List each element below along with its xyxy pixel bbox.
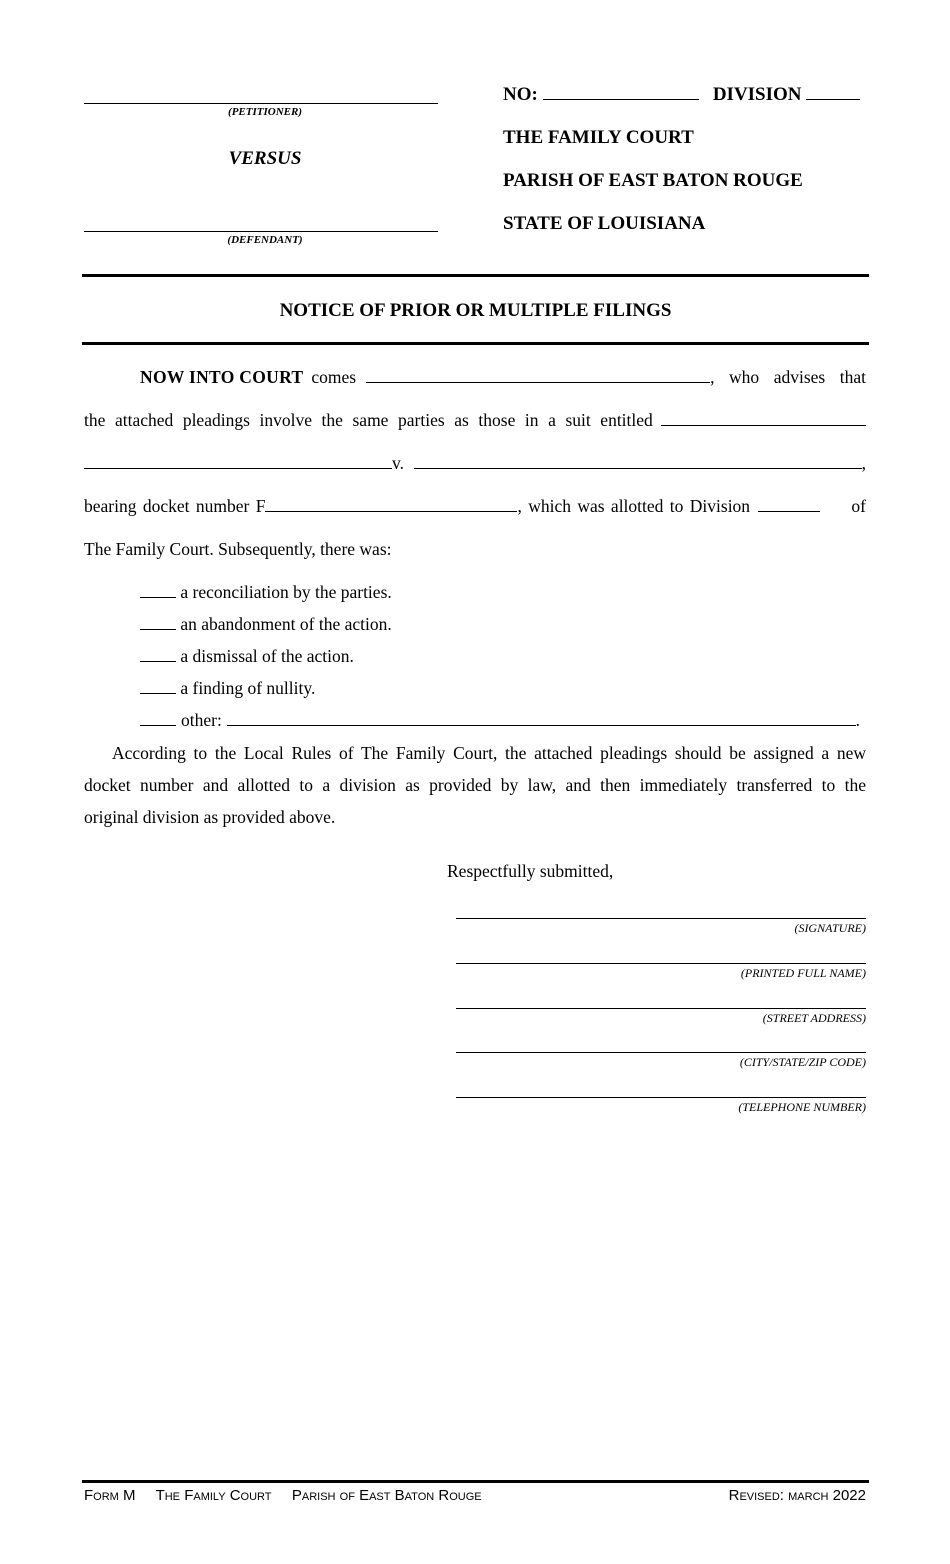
- option-label: an abandonment of the action.: [180, 614, 392, 634]
- option-abandonment[interactable]: [140, 614, 392, 635]
- footer-court: The Family Court: [155, 1487, 272, 1504]
- closing-line-1: According to the Local Rules of The Family Court, the attached pleadings should be assigned a new: [112, 743, 866, 763]
- city-state-zip-label: CITY/STATE/ZIP CODE: [743, 1055, 862, 1069]
- printed-name-caption: (PRINTED FULL NAME): [740, 966, 866, 980]
- body-line-2: [84, 410, 866, 431]
- printed-name-label: PRINTED FULL NAME: [744, 966, 862, 980]
- body-line-3: [84, 453, 866, 474]
- signature-line[interactable]: [456, 918, 866, 919]
- who-advises-text: , who advises that: [710, 367, 866, 387]
- option-reconciliation[interactable]: [140, 582, 392, 603]
- street-address-line[interactable]: [456, 1008, 866, 1009]
- no-label: NO:: [503, 84, 538, 105]
- court-parish: PARISH OF EAST BATON ROUGE: [503, 170, 803, 191]
- petitioner-label: PETITIONER: [231, 106, 299, 118]
- respectfully-submitted: Respectfully submitted,: [447, 861, 614, 881]
- defendant-line[interactable]: [84, 231, 438, 232]
- title-rule-top: [82, 274, 869, 277]
- other-period: .: [855, 710, 860, 730]
- telephone-caption: (TELEPHONE NUMBER): [738, 1100, 866, 1114]
- versus-label: VERSUS: [228, 148, 302, 169]
- signature-label: SIGNATURE: [798, 921, 862, 935]
- case-number-blank[interactable]: [543, 85, 699, 100]
- footer-revised: Revised: march 2022: [728, 1487, 866, 1504]
- option-check-blank[interactable]: [140, 679, 176, 694]
- party-name-blank[interactable]: [366, 368, 710, 383]
- court-name: THE FAMILY COURT: [503, 127, 694, 148]
- allotted-text: , which was allotted to Division: [517, 496, 751, 516]
- division-label: DIVISION: [712, 84, 802, 105]
- city-state-zip-caption: (CITY/STATE/ZIP CODE): [739, 1055, 866, 1069]
- of-text: of: [851, 496, 866, 516]
- telephone-label: TELEPHONE NUMBER: [742, 1100, 862, 1114]
- option-label: a reconciliation by the parties.: [180, 582, 392, 602]
- option-check-blank[interactable]: [140, 583, 176, 598]
- other-description-blank[interactable]: [227, 711, 856, 726]
- printed-name-line[interactable]: [456, 963, 866, 964]
- docket-number-blank[interactable]: [265, 497, 517, 512]
- option-label: a finding of nullity.: [180, 678, 316, 698]
- comes-text: comes: [311, 367, 357, 387]
- footer-parish: Parish of East Baton Rouge: [291, 1487, 482, 1504]
- body-line-4: [84, 496, 866, 517]
- bearing-docket-text: bearing docket number F: [84, 496, 266, 516]
- division-blank[interactable]: [806, 85, 860, 100]
- petitioner-caption: (PETITIONER): [228, 106, 302, 118]
- option-dismissal[interactable]: [140, 646, 354, 667]
- footer-form: Form M: [84, 1487, 136, 1504]
- option-check-blank[interactable]: [140, 615, 176, 630]
- option-nullity[interactable]: [140, 678, 315, 699]
- court-state: STATE OF LOUISIANA: [503, 213, 706, 234]
- suit-defendant-blank[interactable]: [414, 454, 862, 469]
- closing-line-3: original division as provided above.: [84, 807, 336, 827]
- suit-plaintiff-blank[interactable]: [84, 454, 392, 469]
- versus-v: v.: [392, 453, 404, 473]
- prior-division-blank[interactable]: [758, 497, 820, 512]
- comma-text: ,: [861, 453, 866, 473]
- option-label: a dismissal of the action.: [180, 646, 354, 666]
- footer-left: [84, 1487, 482, 1504]
- same-parties-text: the attached pleadings involve the same parties as those in a suit entitled: [84, 410, 653, 430]
- street-address-caption: (STREET ADDRESS): [762, 1011, 866, 1025]
- signature-caption: (SIGNATURE): [794, 921, 866, 935]
- footer-rule: [82, 1480, 869, 1483]
- title-rule-bottom: [82, 342, 869, 345]
- street-address-label: STREET ADDRESS: [766, 1011, 862, 1025]
- now-into-court: NOW INTO COURT: [140, 367, 304, 387]
- option-check-blank[interactable]: [140, 647, 176, 662]
- city-state-zip-line[interactable]: [456, 1052, 866, 1053]
- body-line-5: The Family Court. Subsequently, there was:: [84, 539, 392, 559]
- other-label: other:: [181, 710, 222, 730]
- suit-title-blank[interactable]: [661, 411, 866, 426]
- case-number-row: [503, 84, 860, 106]
- option-other[interactable]: [140, 710, 860, 731]
- closing-line-2: docket number and allotted to a division as provided by law, and then immediately transferred to the: [84, 775, 866, 795]
- option-check-blank[interactable]: [140, 711, 176, 726]
- defendant-caption: (DEFENDANT): [227, 234, 303, 246]
- petitioner-line[interactable]: [84, 103, 438, 104]
- document-title: NOTICE OF PRIOR OR MULTIPLE FILINGS: [279, 300, 672, 321]
- telephone-line[interactable]: [456, 1097, 866, 1098]
- body-line-1: [140, 367, 866, 388]
- defendant-label: DEFENDANT: [231, 234, 299, 246]
